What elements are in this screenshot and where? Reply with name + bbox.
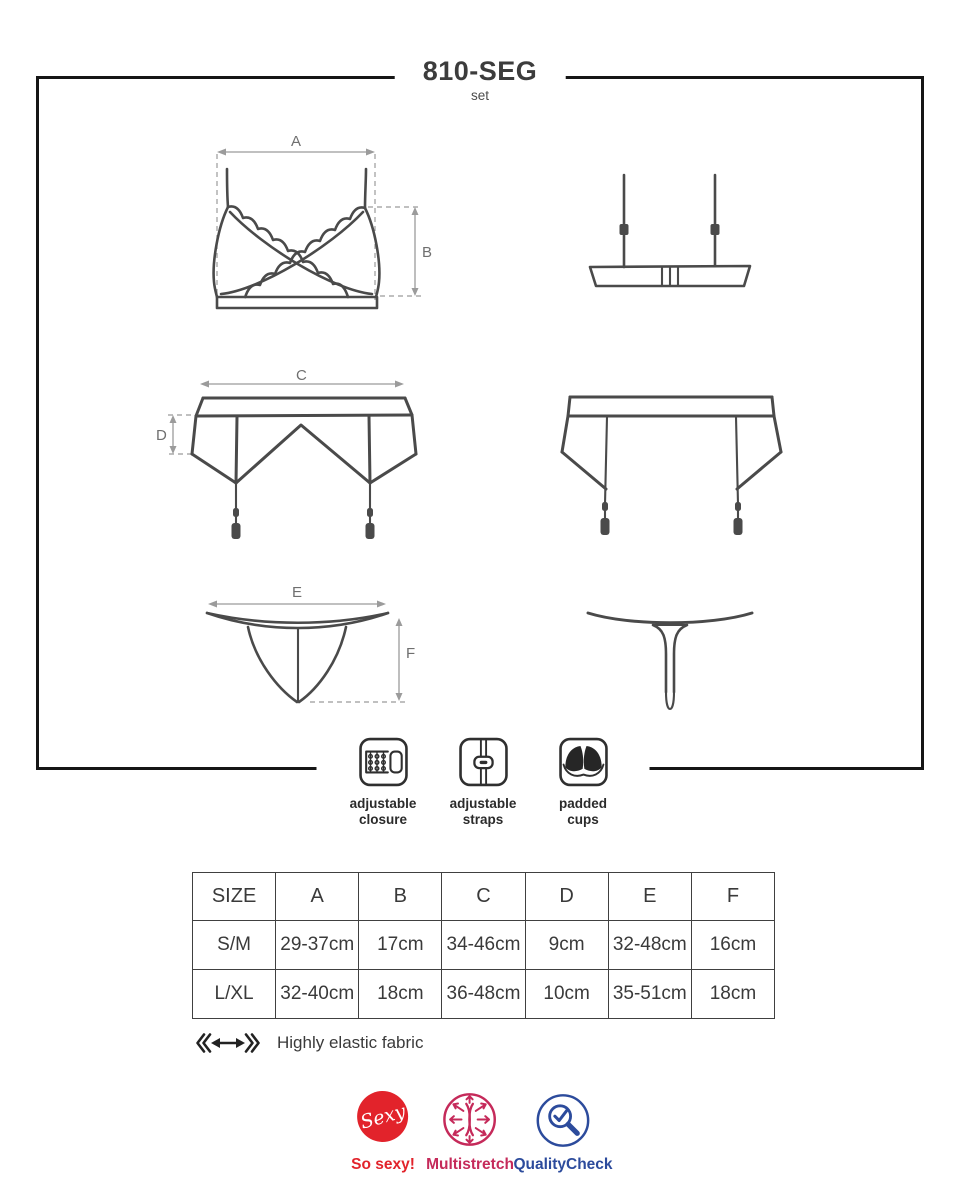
table-cell: 34-46cm (442, 921, 525, 970)
col-header-size: SIZE (193, 873, 276, 921)
feature-adjustable-straps (437, 736, 530, 827)
table-cell: 10cm (525, 970, 608, 1019)
table-row (193, 970, 775, 1019)
bra-front-drawing (170, 132, 450, 332)
sexy-script-text: Sexy (358, 1099, 408, 1134)
badge-so-sexy (351, 1091, 415, 1174)
adjustable-straps-icon (457, 736, 509, 788)
table-cell: 18cm (359, 970, 442, 1019)
thong-back-garment (588, 613, 752, 709)
thong-front-dimensions (208, 584, 415, 702)
table-cell: 32-40cm (276, 970, 359, 1019)
table-cell: 35-51cm (608, 970, 691, 1019)
bra-back-drawing (560, 145, 800, 315)
elastic-note-text: Highly elastic fabric (277, 1033, 424, 1052)
dimension-label-d: D (156, 427, 167, 444)
page-subtitle: set (470, 88, 489, 104)
bra-front-garment (214, 169, 380, 308)
badge-label: So sexy! (351, 1156, 415, 1173)
table-cell: 36-48cm (442, 970, 525, 1019)
table-header-row (193, 873, 775, 921)
adjustable-closure-icon (357, 736, 409, 788)
bra-back-garment (590, 175, 750, 286)
badge-label: QualityCheck (513, 1156, 613, 1173)
dimension-label-c: C (296, 367, 307, 384)
page-title: 810-SEG (422, 56, 538, 86)
col-header-e: E (608, 873, 691, 921)
thong-front-drawing (180, 582, 440, 722)
size-label: L/XL (193, 970, 276, 1019)
size-table (192, 872, 775, 1019)
dimension-label-a: A (291, 133, 302, 150)
garter-front-garment (192, 398, 416, 539)
thong-front-garment (207, 613, 388, 702)
col-header-b: B (359, 873, 442, 921)
feature-label: adjustable straps (449, 796, 517, 827)
feature-padded-cups (537, 736, 630, 827)
multistretch-icon (442, 1091, 499, 1148)
sexy-badge-icon (357, 1091, 408, 1142)
col-header-c: C (442, 873, 525, 921)
size-label: S/M (193, 921, 276, 970)
table-cell: 18cm (691, 970, 774, 1019)
col-header-d: D (525, 873, 608, 921)
dimension-label-f: F (406, 645, 416, 662)
padded-cups-icon (557, 736, 609, 788)
feature-label: padded cups (558, 796, 607, 827)
garter-back-garment (562, 397, 781, 535)
table-cell: 17cm (359, 921, 442, 970)
col-header-a: A (276, 873, 359, 921)
table-cell: 16cm (691, 921, 774, 970)
table-cell: 32-48cm (608, 921, 691, 970)
badge-quality-check (513, 1092, 612, 1174)
garter-back-drawing (545, 382, 815, 552)
badge-multistretch (426, 1091, 514, 1174)
table-row (193, 921, 775, 970)
title-block (395, 54, 566, 103)
col-header-f: F (691, 873, 774, 921)
feature-label: adjustable closure (349, 796, 417, 827)
dimension-label-b: B (422, 244, 433, 261)
elastic-note (192, 1031, 423, 1055)
features-strip (317, 736, 650, 827)
quality-check-icon (535, 1092, 592, 1149)
dimension-label-e: E (292, 584, 303, 601)
table-cell: 9cm (525, 921, 608, 970)
badge-label: Multistretch (426, 1156, 514, 1173)
garter-front-drawing (150, 368, 440, 548)
feature-adjustable-closure (337, 736, 430, 827)
elastic-arrow-icon (192, 1031, 264, 1055)
table-cell: 29-37cm (276, 921, 359, 970)
thong-back-drawing (570, 592, 800, 722)
